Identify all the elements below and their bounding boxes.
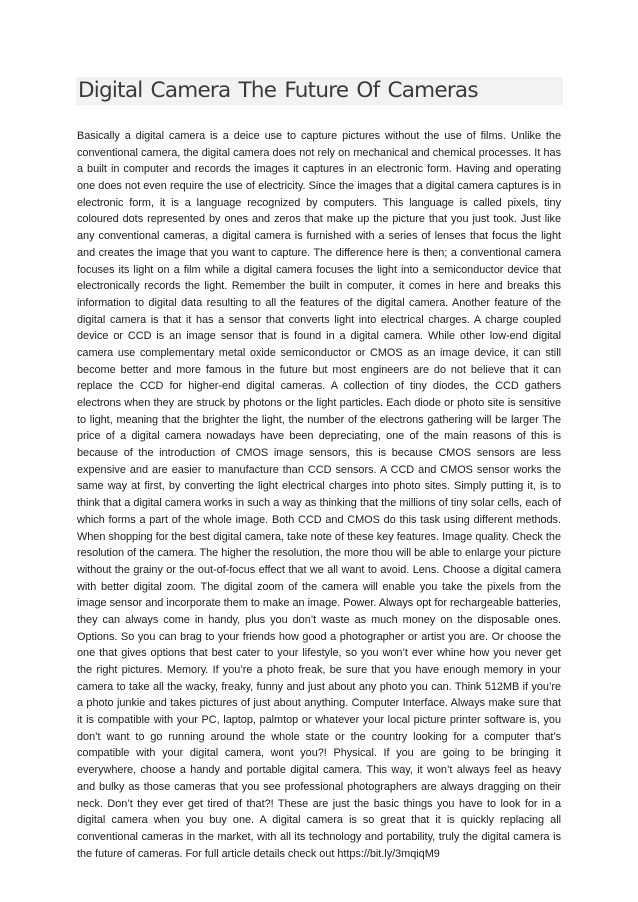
article-body: Basically a digital camera is a deice use to capture pictures without the use of films. Unlike the conventional camera, the digital camera does not rely on mechanical and chemical processes. It has a built in computer and records the images it captures in an electronic form. Having and operating one does not even require the use of electricity. Since the images that a digital camera captures is in electronic form, it is a language recognized by computers. This language is called pixels, tiny coloured dots represented by ones and zeros that make up the picture that you just took. Just like any conventional cameras, a digital camera is furnished with a series of lenses that focus the light and creates the image that you want to capture. The difference here is then; a conventional camera focuses its light on a film while a digital camera focuses the light into a semiconductor device that electronically records the light. Remember the built in computer, it comes in here and breaks this information to digital data resulting to all the features of the digital camera. Another feature of the digital camera is that it has a sensor that converts light into electrical charges. A charge coupled device or CCD is an image sensor that is found in a digital camera. While other low-end digital camera use complementary metal oxide semiconductor or CMOS as an image device, it can still become better and more famous in the future but most engineers are do not believe that it can replace the CCD for higher-end digital cameras. A collection of tiny diodes, the CCD gathers electrons when they are struck by photons or the light particles. Each diode or photo site is sensitive to light, meaning that the brighter the light, the number of the electrons gathering will be larger The price of a digital camera nowadays have been depreciating, one of the main reasons of this is because of the introduction of CMOS image sensors, this is because CMOS sensors are less expensive and are easier to manufacture than CCD sensors. A CCD and CMOS sensor works the same way at first, by converting the light electrical charges into photo sites. Simply putting it, is to think that a digital camera works in such a way as thinking that the millions of tiny solar cells, each of which forms a part of the whole image. Both CCD and CMOS do this task using different methods. When shopping for the best digital camera, take note of these key features. Image quality. Check the resolution of the camera. The higher the resolution, the more thou will be able to enlarge your picture without the grainy or the out-of-focus effect that we all want to avoid. Lens. Choose a digital camera with better digital zoom. The digital zoom of the camera will enable you take the pixels from the image sensor and incorporate them to make an image. Power. Always opt for rechargeable batteries, they can always come in handy, plus you don’t waste as much money on the disposable ones. Options. So you can brag to your friends how good a photographer or artist you are. Or choose the one that gives options that best cater to your lifestyle, so you won’t ever whine how you never get the right pictures. Memory. If you’re a photo freak, be sure that you have enough memory in your camera to take all the wacky, freaky, funny and just about any photo you can. Think 512MB if you’re a photo junkie and takes pictures of just about anything. Computer Interface. Always make sure that it is compatible with your PC, laptop, palmtop or whatever your local picture printer software is, you don’t want to go running around the whole state or the country looking for a computer that’s compatible with your digital camera, wont you?! Physical. If you are going to be bringing it everywhere, choose a handy and portable digital camera. This way, it won’t always feel as heavy and bulky as those cameras that you see professional photographers are always dragging on their neck. Don’t they ever get tired of that?! These are just the basic things you have to look for in a digital camera when you buy one. A digital camera is so great that it is quickly replacing all conventional cameras in the market, with all its technology and portability, truly the digital camera is the future of cameras. For full article details check out https://bit.ly/3mqiqM9 bbox=[77, 130, 561, 860]
page-title: Digital Camera The Future Of Cameras bbox=[78, 78, 478, 103]
title-bar bbox=[76, 77, 563, 105]
